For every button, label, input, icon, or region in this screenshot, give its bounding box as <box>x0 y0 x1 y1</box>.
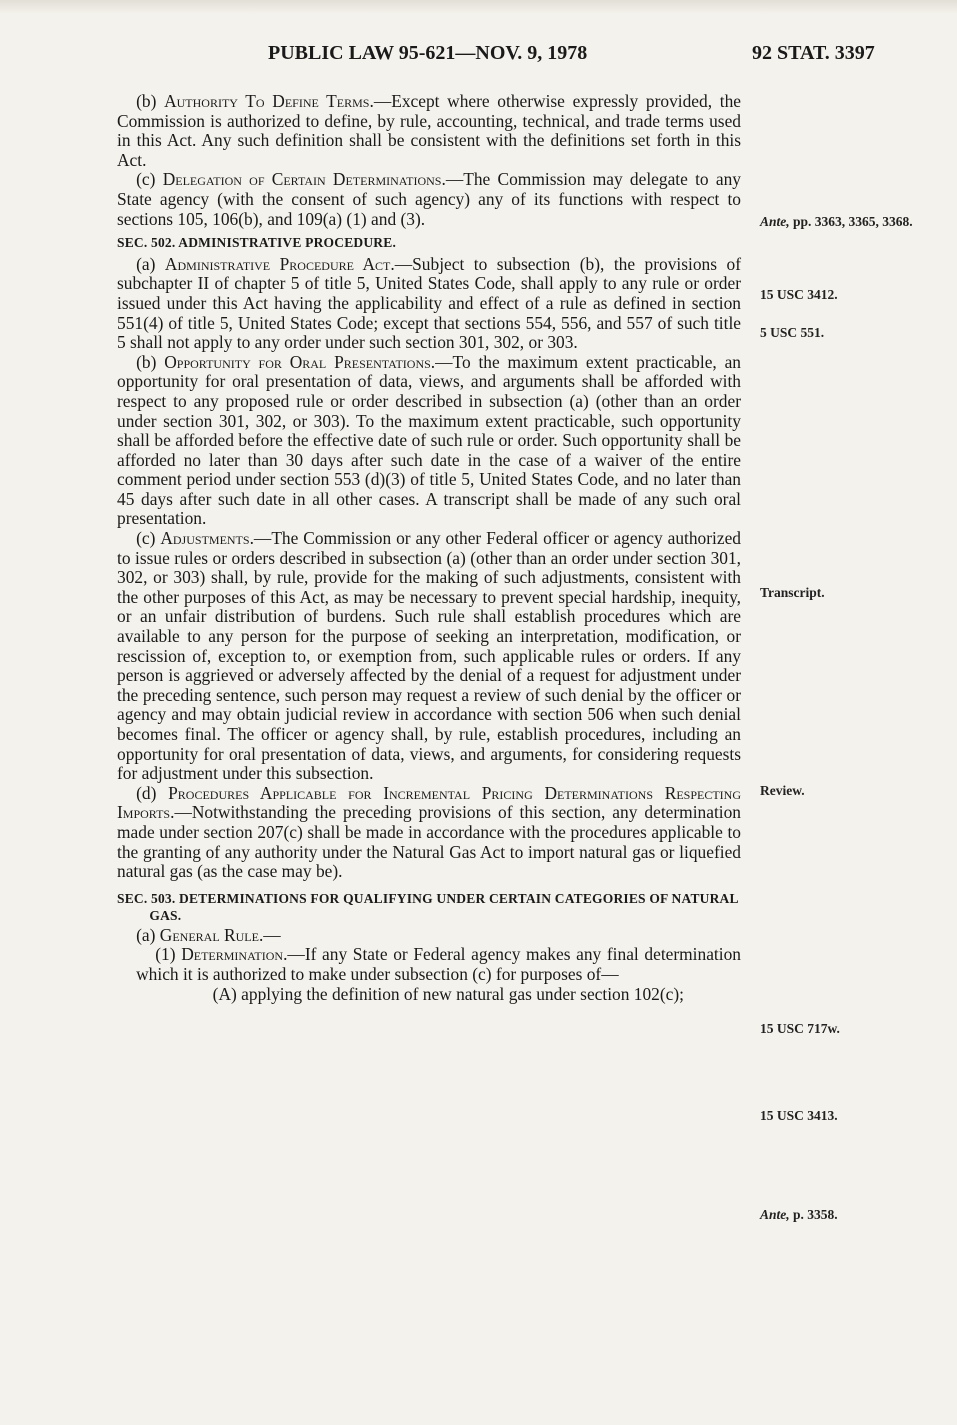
section-503-heading: SEC. 503. DETERMINATIONS FOR QUALIFYING UNDER CERTAIN CATEGORIES OF NATURAL GAS. <box>117 890 738 923</box>
paragraph-text: —Subject to subsection (b), the provisions of subchapter II of chapter 5 of title 5, United States Code, shall apply to any rule or order issued under this Act having the applicability and effect of a rule as defined in section 551(4) of title 5, United States Code; except that sections 554, 556, and 557 of such title 5 shall not apply to any order under such section 301, 302, or 303. <box>117 253 741 353</box>
page-header <box>0 42 957 72</box>
paragraph-general-rule <box>117 926 741 946</box>
margin-note-italic: Ante, <box>760 214 790 229</box>
paragraph-label: (c) <box>136 169 163 190</box>
paragraph-label: (b) <box>136 351 165 372</box>
paragraph-label: (d) <box>136 782 169 803</box>
margin-note-ante-p <box>760 1207 838 1223</box>
paragraph-label: (c) <box>136 528 161 549</box>
scan-top-shading <box>0 0 957 14</box>
paragraph-text: —To the maximum extent practicable, an opportunity for oral presentation of data, views, and arguments shall be afforded with respect to any proposed rule or order described in subsection (a) (other than an order under section 301, 302, or 303). To the maximum extent practicable, such opportunity shall be afforded before the effective date of such rule or order. Such opportunity shall be afforded no later than 30 days after such date in the case of a waiver of the entire comment period under section 553 (d)(3) of title 5, United States Code, and no later than 45 days after such date in all other cases. A transcript shall be made of any such oral presentation. <box>117 351 741 529</box>
paragraph-heading: Administrative Procedure Act. <box>164 253 395 274</box>
paragraph-adjustments <box>117 529 741 784</box>
section-502-heading: SEC. 502. ADMINISTRATIVE PROCEDURE. <box>117 235 397 251</box>
paragraph-administrative-procedure-act <box>117 255 741 353</box>
margin-note-review: Review. <box>760 783 805 798</box>
margin-note-text: p. 3358. <box>789 1207 838 1222</box>
paragraph-heading: Adjustments. <box>160 528 254 549</box>
document-body <box>117 92 741 1004</box>
paragraph-authority-to-define-terms <box>117 92 741 170</box>
paragraph-label: (a) <box>136 924 160 945</box>
margin-note-italic: Ante, <box>760 1207 790 1222</box>
paragraph-label: (1) <box>155 944 182 965</box>
paragraph-delegation <box>117 170 741 229</box>
paragraph-text: —If any State or Federal agency makes any final determination which it is authorized to make under subsection (c) for purposes of— <box>136 944 741 984</box>
paragraph-heading: Authority To Define Terms. <box>164 91 374 111</box>
margin-note-15-usc-3412: 15 USC 3412. <box>760 287 838 302</box>
margin-note-15-usc-3413: 15 USC 3413. <box>760 1108 838 1123</box>
paragraph-text: —Except where otherwise expressly provided, the Commission is authorized to define, by rule, accounting, technical, and trade terms used in this Act. Any such definition shall be consistent with the definitions set forth in this Act. <box>117 91 741 170</box>
statute-page-number: 92 STAT. 3397 <box>752 42 875 64</box>
paragraph-label: (b) <box>136 91 165 111</box>
page-title: PUBLIC LAW 95-621—NOV. 9, 1978 <box>268 42 588 64</box>
paragraph-heading: Determination. <box>181 944 288 965</box>
paragraph-heading: Delegation of Certain Determinations. <box>162 169 446 190</box>
margin-note-5-usc-551: 5 USC 551. <box>760 325 825 340</box>
paragraph-label: (a) <box>136 253 165 274</box>
paragraph-text: — <box>263 924 281 945</box>
paragraph-heading: Procedures Applicable for Incremental Pricing Determinations Respecting Imports. <box>117 782 741 823</box>
paragraph-text: —The Commission or any other Federal officer or agency authorized to issue rules or orders described in subsection (a) (other than an order under section 301, 302, or 303) shall, by rule, provide for the making of such adjustments, consistent with the other purposes of this Act, as may be necessary to prevent special hardship, inequity, or an unfair distribution of burdens. Such rule shall establish procedures which are available to any person for the purpose of seeking an interpretation, modification, or rescission of, exception to, or exemption from, such applicable rules or orders. If any person is aggrieved or adversely affected by the denial of a request for adjustment under the preceding sentence, such person may request a review of such denial by the officer or agency and may obtain judicial review in accordance with section 506 when such denial becomes final. The officer or agency shall, by rule, establish procedures, including an opportunity for oral presentation of data, views, and arguments, for considering requests for adjustment under this subsection. <box>117 528 741 784</box>
paragraph-text: —The Commission may delegate to any State agency (with the consent of such agency) any of its functions with respect to sections 105, 106(b), and 109(a) (1) and (3). <box>117 169 741 229</box>
paragraph-incremental-pricing-procedures <box>117 784 741 882</box>
paragraph-heading: General Rule. <box>159 924 264 945</box>
paragraph-text: —Notwithstanding the preceding provisions of this section, any determination made under section 207(c) shall be made in accordance with the procedures applicable to the granting of any authority under the Natural Gas Act to import natural gas or liquefied natural gas (as the case may be). <box>117 802 741 882</box>
paragraph-determination <box>117 945 741 984</box>
margin-note-15-usc-717w: 15 USC 717w. <box>760 1021 840 1036</box>
margin-note-ante-pp <box>760 214 913 230</box>
margin-note-transcript: Transcript. <box>760 585 825 600</box>
paragraph-heading: Opportunity for Oral Presentations. <box>164 351 436 372</box>
paragraph-subparagraph-a: (A) applying the definition of new natural gas under section 102(c); <box>212 983 685 1004</box>
paragraph-oral-presentations <box>117 353 741 529</box>
margin-note-text: pp. 3363, 3365, 3368. <box>789 214 913 229</box>
